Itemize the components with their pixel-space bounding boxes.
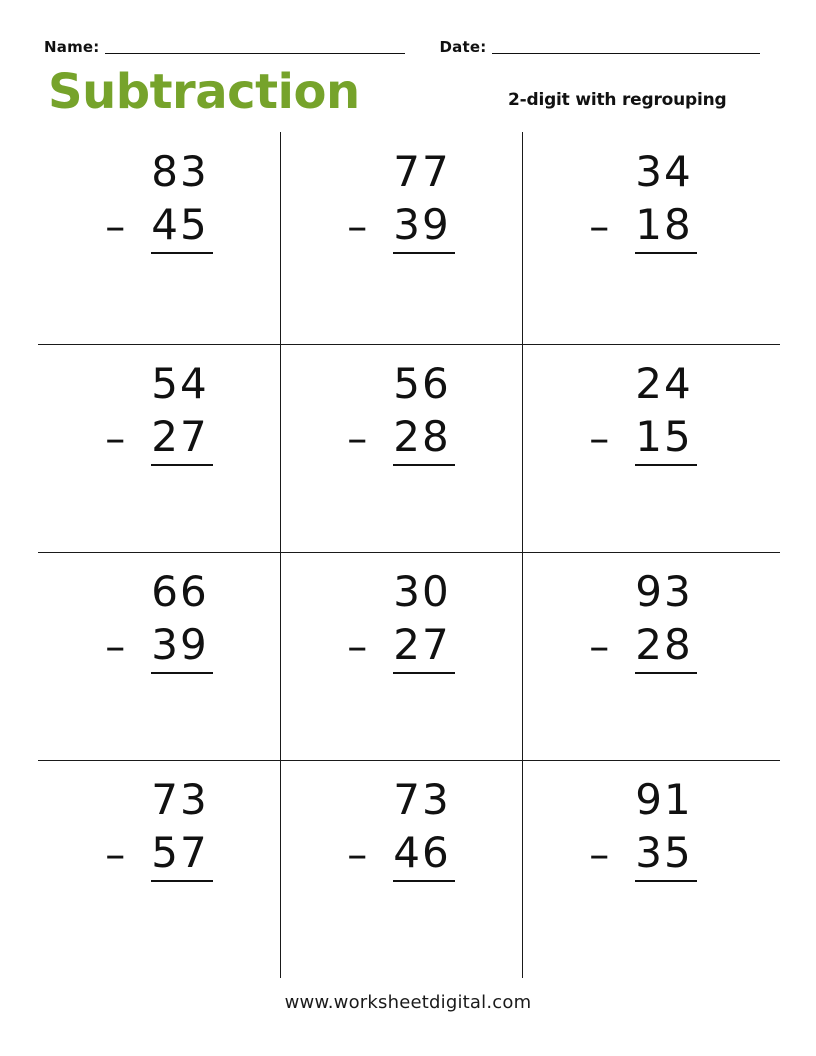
- problem-cell: [522, 132, 764, 344]
- subtrahend: 28: [635, 618, 696, 674]
- problem-7: [38, 566, 280, 674]
- minuend: 91: [635, 775, 693, 824]
- minus-operator: –: [589, 416, 610, 462]
- minuend: 30: [393, 567, 451, 616]
- minus-operator: –: [105, 624, 126, 670]
- minuend: 66: [151, 567, 209, 616]
- minus-operator: –: [589, 624, 610, 670]
- problem-6: [522, 358, 764, 466]
- problem-cell: [38, 760, 280, 972]
- minus-operator: –: [347, 204, 368, 250]
- minuend: 83: [151, 147, 209, 196]
- minus-operator: –: [105, 416, 126, 462]
- problem-2: [280, 146, 522, 254]
- subtrahend: 39: [151, 618, 212, 674]
- problem-cell: [280, 344, 522, 556]
- minus-operator: –: [105, 832, 126, 878]
- footer-website: www.worksheetdigital.com: [284, 992, 532, 1013]
- subtrahend: 27: [393, 618, 454, 674]
- date-input-line[interactable]: [492, 52, 760, 54]
- minuend: 56: [393, 359, 451, 408]
- subtrahend: 28: [393, 410, 454, 466]
- problem-cell: [38, 344, 280, 556]
- minuend: 34: [635, 147, 693, 196]
- subtrahend: 27: [151, 410, 212, 466]
- page-subtitle: 2-digit with regrouping: [508, 90, 727, 110]
- minus-operator: –: [347, 416, 368, 462]
- problem-cell: [280, 552, 522, 764]
- minuend: 24: [635, 359, 693, 408]
- problem-10: [38, 774, 280, 882]
- minus-operator: –: [347, 832, 368, 878]
- minus-operator: –: [347, 624, 368, 670]
- minus-operator: –: [589, 204, 610, 250]
- minus-operator: –: [105, 204, 126, 250]
- name-input-line[interactable]: [105, 52, 405, 54]
- subtrahend: 46: [393, 826, 454, 882]
- subtrahend: 35: [635, 826, 696, 882]
- minus-operator: –: [589, 832, 610, 878]
- problem-cell: [38, 552, 280, 764]
- date-label: Date:: [439, 38, 487, 56]
- subtrahend: 15: [635, 410, 696, 466]
- page-title: Subtraction: [48, 64, 360, 120]
- problem-12: [522, 774, 764, 882]
- name-date-row: [44, 28, 786, 58]
- problem-8: [280, 566, 522, 674]
- problem-cell: [38, 132, 280, 344]
- problem-cell: [522, 344, 764, 556]
- minuend: 93: [635, 567, 693, 616]
- subtrahend: 57: [151, 826, 212, 882]
- subtrahend: 39: [393, 198, 454, 254]
- minuend: 77: [393, 147, 451, 196]
- problem-3: [522, 146, 764, 254]
- minuend: 73: [151, 775, 209, 824]
- problem-11: [280, 774, 522, 882]
- subtrahend: 45: [151, 198, 212, 254]
- problem-9: [522, 566, 764, 674]
- minuend: 73: [393, 775, 451, 824]
- problem-cell: [280, 760, 522, 972]
- subtrahend: 18: [635, 198, 696, 254]
- problem-cell: [280, 132, 522, 344]
- problem-cell: [522, 760, 764, 972]
- problem-cell: [522, 552, 764, 764]
- problem-5: [280, 358, 522, 466]
- problem-4: [38, 358, 280, 466]
- problem-1: [38, 146, 280, 254]
- minuend: 54: [151, 359, 209, 408]
- name-label: Name:: [44, 38, 100, 56]
- problem-grid: [38, 132, 780, 978]
